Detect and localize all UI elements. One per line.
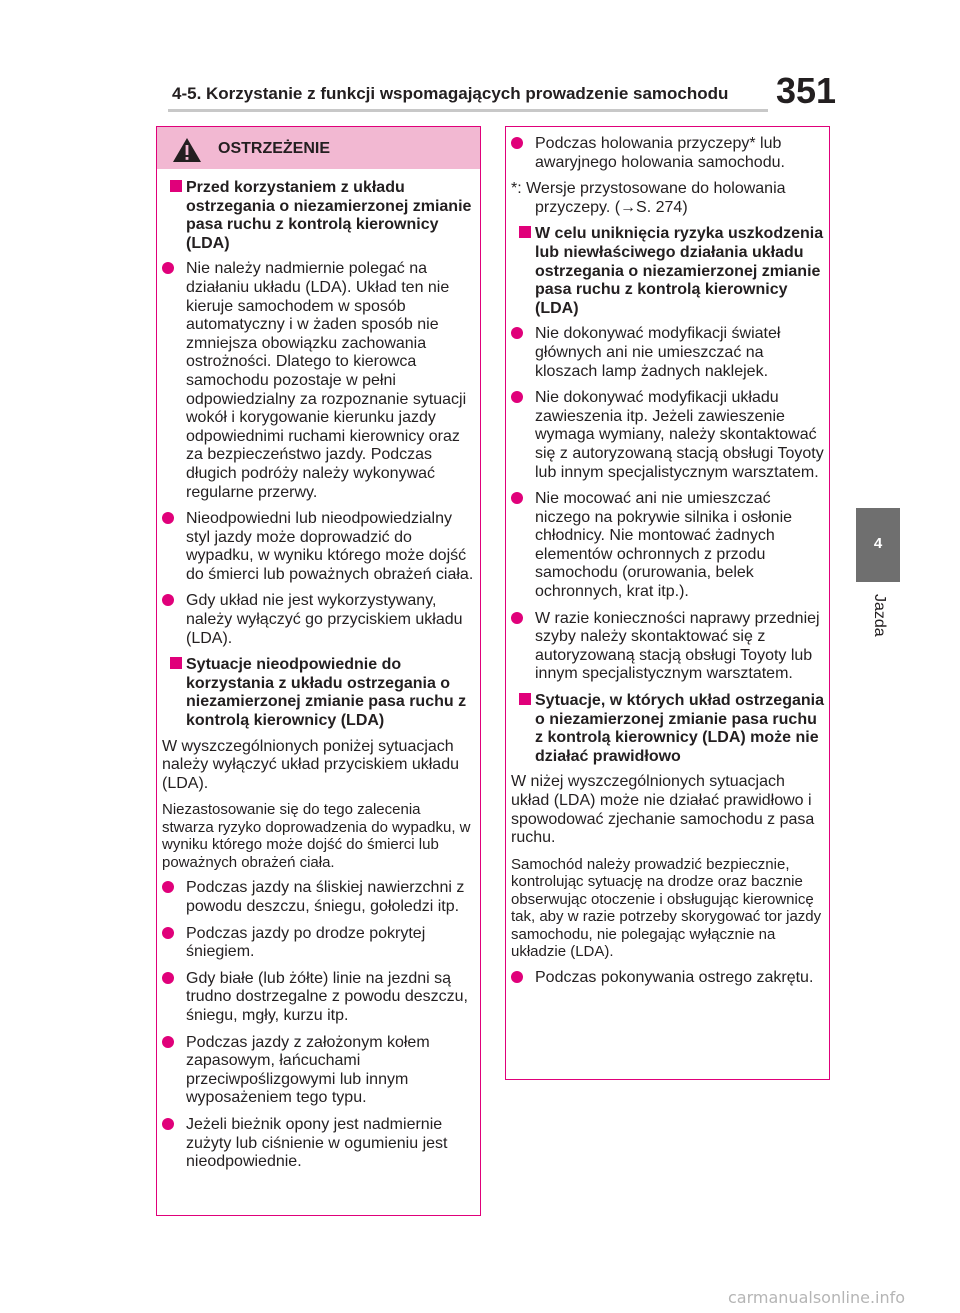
square-bullet-icon <box>519 693 531 705</box>
square-bullet-icon <box>170 180 182 192</box>
list-item <box>162 510 475 584</box>
list-item-text: Nie należy nadmiernie polegać na działaniu układu (LDA). Układ ten nie kieruje samochodem w sposób automatyczny i w żaden sposób nie zmniejsza obowiązku zachowania ostrożności. Dlatego to kierowca samochodu pozostaje w pełni odpowiedzialny za rozpoznanie sytuacji wokół i korygowanie kierunku jazdy odpowiednimi ruchami kierownicy oraz za bezpieczeństwo jazdy. Podczas długich podróży należy wykonywać regularne przerwy. <box>186 260 467 501</box>
list-item <box>511 490 824 602</box>
list-item <box>511 610 824 684</box>
note-paragraph <box>511 856 824 961</box>
note-paragraph <box>162 801 475 871</box>
list-item <box>162 1116 475 1172</box>
round-bullet-icon <box>162 1118 174 1130</box>
list-item-text: Jeżeli bieżnik opony jest nadmiernie zużyty lub ciśnienie w ogumieniu jest nieodpowiednie. <box>186 1115 448 1171</box>
list-item-text: Podczas holowania przyczepy* lub awaryjnego holowania samochodu. <box>535 135 785 171</box>
list-item-text: Gdy układ nie jest wykorzystywany, należy wyłączyć go przyciskiem układu (LDA). <box>186 592 463 647</box>
footnote-text: *: Wersje przystosowane do holowania przyczepy. (→S. 274) <box>511 180 786 216</box>
paragraph <box>162 738 475 794</box>
round-bullet-icon <box>511 327 523 339</box>
section-heading-text: Sytuacje nieodpowiednie do korzystania z układu ostrzegania o niezamierzonej zmianie pasa ruchu z kontrolą kierownicy (LDA) <box>186 656 467 730</box>
round-bullet-icon <box>511 492 523 504</box>
warning-left-column <box>162 179 475 1180</box>
round-bullet-icon <box>162 512 174 524</box>
list-item <box>162 970 475 1026</box>
note-text: Niezastosowanie się do tego zalecenia stwarza ryzyko doprowadzenia do wypadku, w wyniku którego może dojść do śmierci lub poważnych obrażeń ciała. <box>162 801 471 871</box>
chapter-tab-label: Jazda <box>871 594 888 637</box>
watermark: carmanualsonline.info <box>728 1288 906 1307</box>
round-bullet-icon <box>162 594 174 606</box>
list-item-text: Podczas jazdy na śliskiej nawierzchni z powodu deszczu, śniegu, gołoledzi itp. <box>186 879 465 915</box>
warning-triangle-icon <box>172 137 202 163</box>
round-bullet-icon <box>162 972 174 984</box>
round-bullet-icon <box>162 1036 174 1048</box>
list-item <box>162 925 475 962</box>
list-item-text: Nie dokonywać modyfikacji układu zawieszenia itp. Jeżeli zawieszenie wymaga wymiany, należy skontaktować się z autoryzowaną stacją obsługi Toyoty lub innym specjalistycznym warsztatem. <box>535 389 824 481</box>
section-heading <box>162 179 475 253</box>
header-divider <box>168 109 768 112</box>
list-item-text: Podczas pokonywania ostrego zakrętu. <box>535 968 814 986</box>
section-heading-text: Przed korzystaniem z układu ostrzegania o niezamierzonej zmianie pasa ruchu z kontrolą kierownicy (LDA) <box>186 179 472 252</box>
square-bullet-icon <box>519 226 531 238</box>
list-item-text: Gdy białe (lub żółte) linie na jezdni są trudno dostrzegalne z powodu deszczu, śniegu, mgły, kurzu itp. <box>186 969 468 1024</box>
section-heading <box>162 656 475 730</box>
list-item <box>511 135 824 172</box>
section-heading-text: W celu uniknięcia ryzyka uszkodzenia lub niewłaściwego działania układu ostrzegania o niezamierzonej zmianie pasa ruchu z kontrolą kierownicy (LDA) <box>535 225 824 317</box>
paragraph-text: W wyszczególnionych poniżej sytuacjach należy wyłączyć układ przyciskiem układu (LDA). <box>162 737 459 792</box>
footnote <box>511 180 824 217</box>
list-item <box>162 879 475 916</box>
round-bullet-icon <box>162 262 174 274</box>
list-item <box>511 969 824 988</box>
chapter-tab-number: 4 <box>873 535 883 552</box>
list-item <box>162 1034 475 1108</box>
list-item-text: Nie dokonywać modyfikacji świateł głównych ani nie umieszczać na kloszach lamp żadnych naklejek. <box>535 325 781 380</box>
list-item <box>511 325 824 381</box>
round-bullet-icon <box>511 612 523 624</box>
list-item <box>162 260 475 502</box>
section-heading-text: Sytuacje, w których układ ostrzegania o niezamierzonej zmianie pasa ruchu z kontrolą kierownicy (LDA) może nie działać prawidłowo <box>535 692 824 765</box>
list-item <box>162 592 475 648</box>
list-item-text: W razie konieczności naprawy przedniej szyby należy skontaktować się z autoryzowaną stacją obsługi Toyoty lub innym specjalistycznym warsztatem. <box>535 609 820 683</box>
paragraph <box>511 773 824 847</box>
list-item-text: Podczas jazdy po drodze pokrytej śniegiem. <box>186 924 426 961</box>
list-item-text: Nieodpowiedni lub nieodpowiedzialny styl jazdy może doprowadzić do wypadku, w wyniku którego może dojść do śmierci lub poważnych obrażeń ciała. <box>186 510 474 583</box>
list-item-text: Podczas jazdy z założonym kołem zapasowym, łańcuchami przeciwpoślizgowymi lub innym wyposażeniem tego typu. <box>186 1033 430 1107</box>
square-bullet-icon <box>170 657 182 669</box>
page-number: 351 <box>776 70 837 111</box>
list-item <box>511 389 824 482</box>
warning-title: OSTRZEŻENIE <box>218 140 331 157</box>
round-bullet-icon <box>162 927 174 939</box>
section-heading <box>511 225 824 318</box>
warning-right-column <box>511 135 824 995</box>
paragraph-text: W niżej wyszczególnionych sytuacjach układ (LDA) może nie działać prawidłowo i spowodować zjechanie samochodu z pasa ruchu. <box>511 773 815 847</box>
section-heading <box>511 692 824 766</box>
round-bullet-icon <box>162 881 174 893</box>
round-bullet-icon <box>511 971 523 983</box>
round-bullet-icon <box>511 137 523 149</box>
list-item-text: Nie mocować ani nie umieszczać niczego na pokrywie silnika i osłonie chłodnicy. Nie montować żadnych elementów ochronnych z przodu samochodu (orurowania, belek ochronnych, krat itp.). <box>535 490 793 601</box>
page-header-title: 4-5. Korzystanie z funkcji wspomagających prowadzenie samochodu <box>172 84 729 103</box>
round-bullet-icon <box>511 391 523 403</box>
note-text: Samochód należy prowadzić bezpiecznie, kontrolując sytuację na drodze oraz bacznie obserwując otoczenie i obsługując kierownicę tak, aby w razie potrzeby skorygować tor jazdy samochodu, nie polegając wyłącznie na układzie (LDA). <box>511 855 822 961</box>
